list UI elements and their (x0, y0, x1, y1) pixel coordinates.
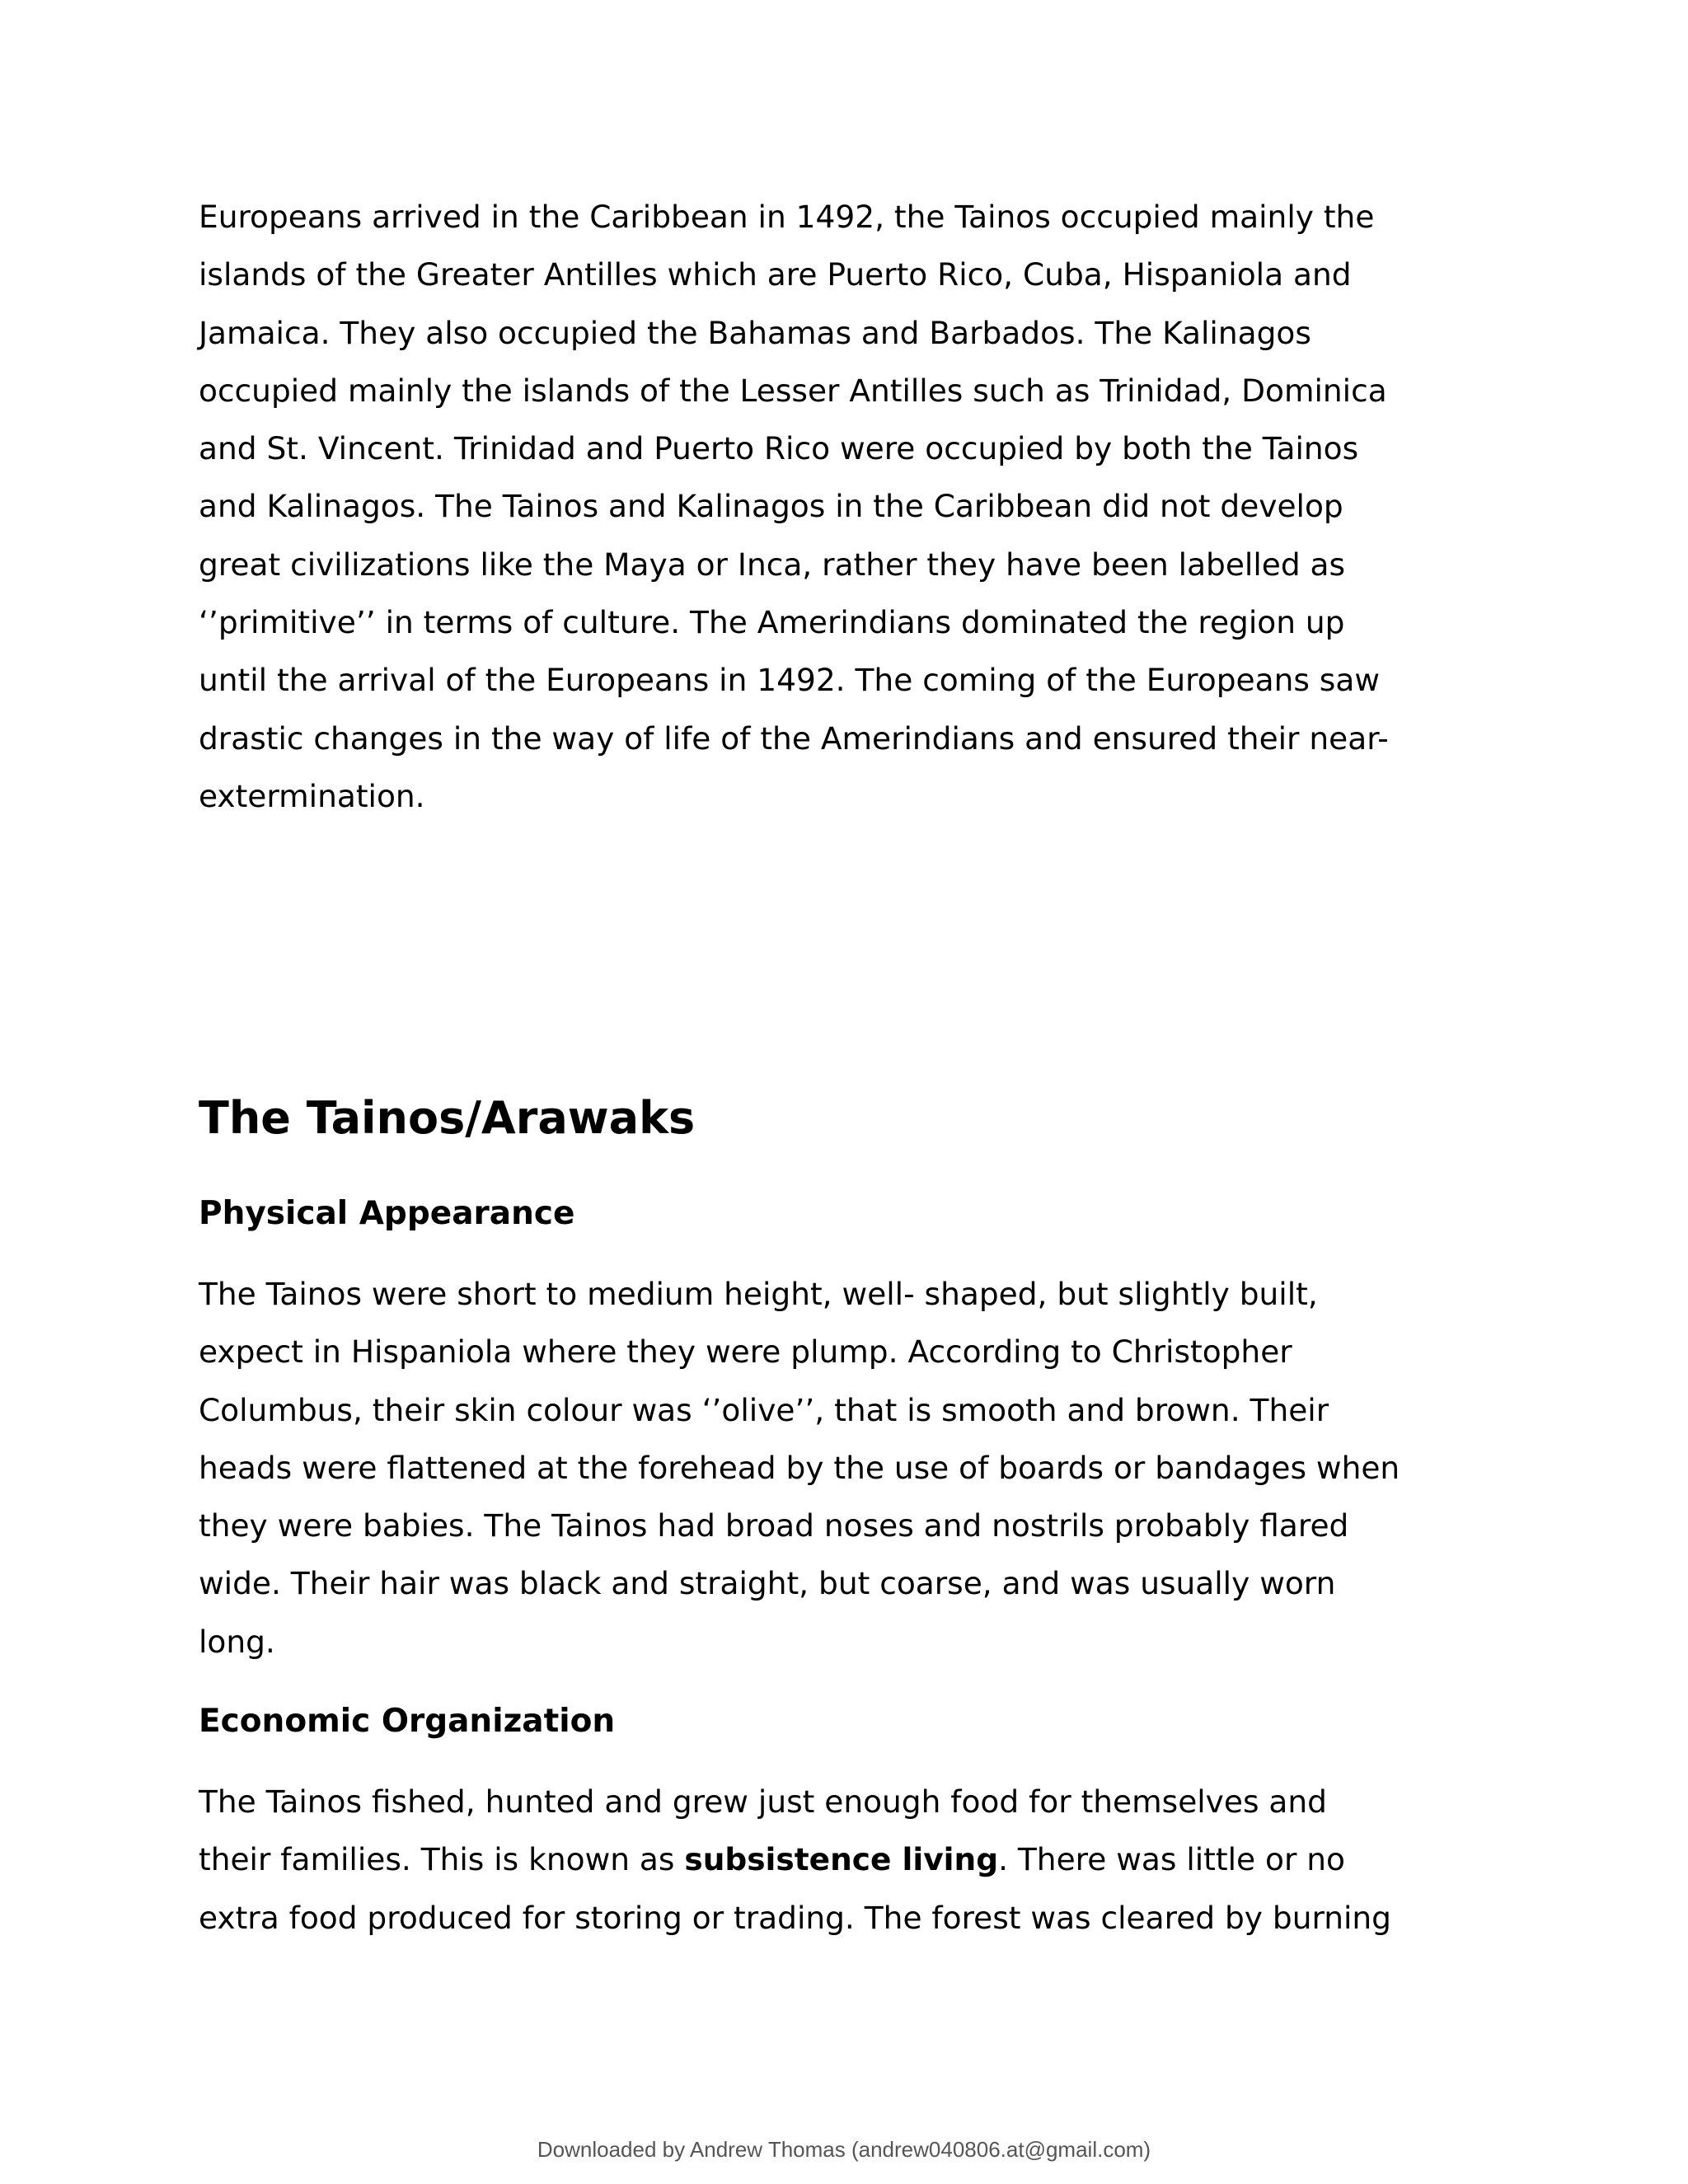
physical-line: The Tainos were short to medium height, well- shaped, but slightly built, (199, 1276, 1318, 1312)
intro-line: drastic changes in the way of life of the Amerindians and ensured their near- (199, 719, 1389, 757)
intro-line: and Kalinagos. The Tainos and Kalinagos in the Caribbean did not develop (199, 488, 1343, 525)
economic-line-text: . There was little or no (998, 1841, 1345, 1878)
physical-line: wide. Their hair was black and straight, but coarse, and was usually worn (199, 1565, 1336, 1602)
physical-line: Columbus, their skin colour was ‘’olive’’, that is smooth and brown. Their (199, 1391, 1329, 1428)
intro-line: extermination. (199, 777, 425, 814)
economic-line-text: their families. This is known as (199, 1841, 685, 1878)
section-title: The Tainos/Arawaks (199, 1092, 696, 1144)
intro-line: Jamaica. They also occupied the Bahamas and Barbados. The Kalinagos (199, 314, 1311, 351)
intro-line: and St. Vincent. Trinidad and Puerto Rico were occupied by both the Tainos (199, 430, 1359, 467)
economic-line: The Tainos fished, hunted and grew just enough food for themselves and (199, 1783, 1327, 1820)
economic-line (199, 1830, 1517, 1888)
physical-line: heads were flattened at the forehead by the use of boards or bandages when (199, 1449, 1400, 1486)
economic-organization-heading: Economic Organization (199, 1703, 616, 1740)
physical-appearance-heading: Physical Appearance (199, 1195, 575, 1232)
intro-line: Europeans arrived in the Caribbean in 1492, the Tainos occupied mainly the (199, 199, 1375, 235)
economic-line: extra food produced for storing or trading. The forest was cleared by burning (199, 1899, 1391, 1936)
physical-line: expect in Hispaniola where they were plump. According to Christopher (199, 1333, 1292, 1371)
intro-line: islands of the Greater Antilles which are Puerto Rico, Cuba, Hispaniola and (199, 256, 1352, 293)
download-footer: Downloaded by Andrew Thomas (andrew040806.at@gmail.com) (537, 2137, 1151, 2162)
intro-line: ‘’primitive’’ in terms of culture. The Amerindians dominated the region up (199, 604, 1345, 641)
intro-line: great civilizations like the Maya or Inca, rather they have been labelled as (199, 546, 1346, 583)
intro-line: until the arrival of the Europeans in 1492. The coming of the Europeans saw (199, 662, 1380, 699)
physical-line: long. (199, 1623, 275, 1660)
intro-line: occupied mainly the islands of the Lesser Antilles such as Trinidad, Dominica (199, 372, 1387, 409)
intro-paragraph (199, 188, 1517, 825)
physical-appearance-paragraph (199, 1265, 1517, 1671)
subsistence-living-term: subsistence living (684, 1841, 999, 1878)
physical-line: they were babies. The Tainos had broad noses and nostrils probably flared (199, 1507, 1349, 1544)
economic-organization-paragraph (199, 1773, 1517, 1947)
